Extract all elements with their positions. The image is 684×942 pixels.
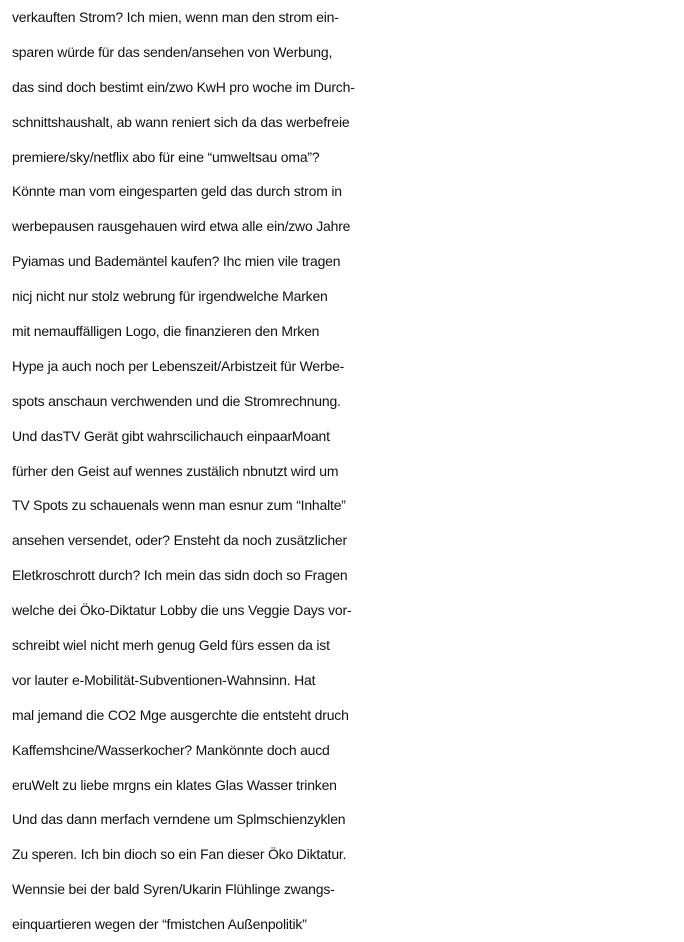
text-line: Wennsie bei der bald Syren/Ukarin Flühlinge zwangs- xyxy=(12,881,335,898)
text-line: mit nemauffälligen Logo, die finanzieren den Mrken xyxy=(12,323,320,340)
text-line: vor lauter e-Mobilität-Subventionen-Wahnsinn. Hat xyxy=(12,671,316,688)
text-line: Pyiamas und Bademäntel kaufen? Ihc mien vile tragen xyxy=(12,253,341,270)
text-line: premiere/sky/netflix abo für eine “umweltsau oma”? xyxy=(12,148,320,165)
text-line: sparen würde für das senden/ansehen von Werbung, xyxy=(12,43,333,60)
text-line: fürher den Geist auf wennes zustälich nbnutzt wird um xyxy=(12,462,339,479)
text-line: Eletkroschrott durch? Ich mein das sidn doch so Fragen xyxy=(12,567,348,584)
text-line: verkauften Strom? Ich mien, wenn man den strom ein- xyxy=(12,9,339,25)
text-line: TV Spots zu schauenals wenn man esnur zum “Inhalte” xyxy=(12,497,346,514)
text-line: das sind doch bestimt ein/zwo KwH pro woche im Durch- xyxy=(12,78,355,95)
text-line: eruWelt zu liebe mrgns ein klates Glas Wasser trinken xyxy=(12,776,337,793)
text-line: nicj nicht nur stolz webrung für irgendwelche Marken xyxy=(12,288,328,305)
text-line: spots anschaun verchwenden und die Stromrechnung. xyxy=(12,392,341,409)
text-line: ansehen versendet, oder? Ensteht da noch zusätzlicher xyxy=(12,532,347,549)
text-line: Könnte man vom eingesparten geld das durch strom in xyxy=(12,183,342,200)
text-line: schreibt wiel nicht merh genug Geld fürs essen da ist xyxy=(12,637,330,654)
text-line: werbepausen rausgehauen wird etwa alle ein/zwo Jahre xyxy=(12,218,351,235)
text-line: Zu speren. Ich bin dioch so ein Fan dieser Öko Diktatur. xyxy=(12,846,347,863)
text-line: Hype ja auch noch per Lebenszeit/Arbistzeit für Werbe- xyxy=(12,357,345,374)
text-line: welche dei Öko-Diktatur Lobby die uns Veggie Days vor- xyxy=(12,602,352,619)
text-line: schnittshaushalt, ab wann reniert sich da das werbefreie xyxy=(12,113,350,130)
text-line: Kaffemshcine/Wasserkocher? Mankönnte doch aucd xyxy=(12,741,330,758)
text-line: Und das dann merfach verndene um Splmschienzyklen xyxy=(12,811,346,828)
text-line: einquartieren wegen der “fmistchen Außenpolitik” xyxy=(12,916,307,933)
text-line: mal jemand die CO2 Mge ausgerchte die entsteht druch xyxy=(12,706,349,723)
text-line: Und dasTV Gerät gibt wahrscilichauch einpaarMoant xyxy=(12,427,330,444)
body-text xyxy=(12,0,680,942)
